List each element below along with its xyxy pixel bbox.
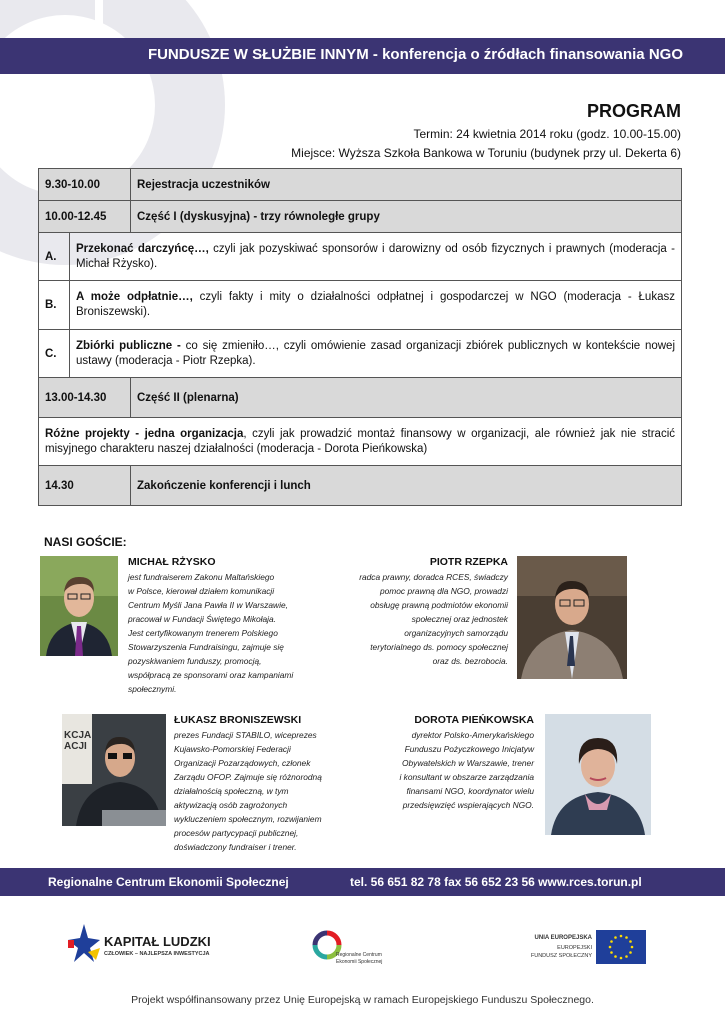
schedule-item: Rejestracja uczestników: [131, 169, 682, 201]
eu-logo-line3: FUNDUSZ SPOŁECZNY: [530, 953, 592, 959]
group-description: [70, 281, 682, 330]
schedule-row-registration: [39, 169, 682, 201]
plenary-description: [39, 418, 682, 466]
program-date: Termin: 24 kwietnia 2014 roku (godz. 10.00-15.00): [413, 127, 681, 141]
footer-org: Regionalne Centrum Ekonomii Społecznej: [48, 875, 289, 889]
group-topic: Przekonać darczyńcę…,: [76, 242, 209, 255]
header-title: FUNDUSZE W SŁUŻBIE INNYM - konferencja o źródłach finansowania NGO: [147, 46, 683, 63]
schedule-row-part2: [39, 378, 682, 418]
schedule-item: Część I (dyskusyjna) - trzy równoległe grupy: [131, 201, 682, 233]
rces-logo-line1: Regionalne Centrum: [336, 952, 382, 958]
schedule-row-closing: [39, 466, 682, 506]
program-place: Miejsce: Wyższa Szkoła Bankowa w Toruniu (budynek przy ul. Dekerta 6): [291, 146, 681, 160]
rces-logo: [312, 928, 402, 968]
guest-name: DOROTA PIEŃKOWSKA: [414, 714, 534, 726]
footer-band: [0, 868, 725, 896]
group-letter: A.: [39, 233, 70, 281]
guest-bio: dyrektor Polsko-Amerykańskiego Funduszu Pożyczkowego Inicjatyw Obywatelskich w Warszawie, trener i konsultant w obszarze zarządzania finansami NGO, koordynator wielu przedsięwzięć wspierających NGO.: [399, 730, 534, 810]
eu-flag-icon: [596, 930, 646, 964]
schedule-table: [38, 168, 682, 506]
group-text: co się zmieniło…, czyli omówienie zasad organizacji zbiórek publicznych w kontekście nowej ustawy (moderacja - Piotr Rzepka).: [76, 339, 676, 367]
group-description: [70, 330, 682, 378]
group-letter: C.: [39, 330, 70, 378]
group-letter: B.: [39, 281, 70, 330]
schedule-time: 13.00-14.30: [39, 378, 131, 418]
schedule-time: 14.30: [39, 466, 131, 506]
kapital-ludzki-title: KAPITAŁ LUDZKI: [104, 934, 211, 949]
guest-bio: radca prawny, doradca RCES, świadczy pomoc prawną dla NGO, prowadzi obsługę prawną podmiotów ekonomii społecznej oraz jednostek organizacyjnych samorządu terytorialnego ds. pomocy społecznej oraz ds. bezrobocia.: [359, 572, 508, 666]
eu-logo: [512, 930, 648, 966]
guest-photo-broniszewski: [62, 714, 166, 826]
funding-note: Projekt współfinansowany przez Unię Europejską w ramach Europejskiego Funduszu Społecznego.: [131, 994, 594, 1006]
guest-bio: jest fundraiserem Zakonu Maltańskiego w Polsce, kierował działem komunikacji Centrum Myśli Jana Pawła II w Warszawie, pracował w Fundacji Świętego Mikołaja. Jest certyfikowanym trenerem Polskiego Stowarzyszenia Fundraisingu, zajmuje się pozyskiwaniem funduszy, promocją, współpracą ze sponsorami oraz kampaniami społecznymi.: [128, 572, 294, 694]
schedule-row-plenary: [39, 418, 682, 466]
group-text: czyli jak pozyskiwać sponsorów i darowizny od osób fizycznych i prawnych (moderacja - Michał Rżysko).: [76, 242, 676, 270]
group-text: czyli fakty i mity o działalności odpłatnej i gospodarczej w NGO (moderacja - Łukasz Broniszewski).: [76, 291, 675, 318]
guest-bio: prezes Fundacji STABILO, wiceprezes Kujawsko-Pomorskiej Federacji Organizacji Pozarządowych, członek Zarządu OFOP. Zajmuje się różnorodną działalnością społeczną, w tym aktywizacją osób zagrożonych wykluczeniem społecznym, rozwijaniem procesów partycypacji publicznej, doświadczony fundraiser i trener.: [174, 730, 322, 852]
guest-photo-rzysko: [40, 556, 118, 656]
kapital-ludzki-logo: [66, 922, 226, 970]
group-topic: Zbiórki publiczne -: [76, 339, 181, 352]
guest-photo-pienkowska: [545, 714, 651, 835]
schedule-time: 10.00-12.45: [39, 201, 131, 233]
footer-contact: tel. 56 651 82 78 fax 56 652 23 56 www.rces.torun.pl: [350, 875, 642, 889]
group-description: [70, 233, 682, 281]
eu-logo-line2: EUROPEJSKI: [557, 945, 592, 951]
schedule-row-part1: [39, 201, 682, 233]
kapital-ludzki-star-icon: [66, 922, 102, 970]
banner-text: KCJA ACJI: [64, 730, 92, 752]
group-topic: A może odpłatnie…,: [76, 291, 193, 303]
rces-logo-line2: Ekonomii Społecznej: [336, 959, 383, 965]
schedule-row-group-a: [39, 233, 682, 281]
schedule-time: 9.30-10.00: [39, 169, 131, 201]
guest-name: ŁUKASZ BRONISZEWSKI: [174, 714, 302, 726]
program-title: PROGRAM: [587, 101, 681, 121]
schedule-row-group-c: [39, 330, 682, 378]
schedule-item: Część II (plenarna): [131, 378, 682, 418]
guest-name: MICHAŁ RŻYSKO: [128, 556, 216, 568]
kapital-ludzki-subtitle: CZŁOWIEK – NAJLEPSZA INWESTYCJA: [104, 951, 210, 957]
header-band: [0, 38, 725, 74]
eu-logo-line1: UNIA EUROPEJSKA: [534, 935, 592, 941]
schedule-row-group-b: [39, 281, 682, 330]
plenary-topic: Różne projekty - jedna organizacja: [45, 427, 244, 440]
schedule-item: Zakończenie konferencji i lunch: [131, 466, 682, 506]
guests-title: NASI GOŚCIE:: [44, 535, 127, 549]
guest-photo-rzepka: [517, 556, 627, 679]
plenary-text: , czyli jak prowadzić montaż finansowy w organizacji, ale również jak nie stracić misyjnego charakteru naszej działalności (moderacja - Dorota Pieńkowska): [45, 427, 676, 455]
guest-name: PIOTR RZEPKA: [429, 556, 508, 568]
